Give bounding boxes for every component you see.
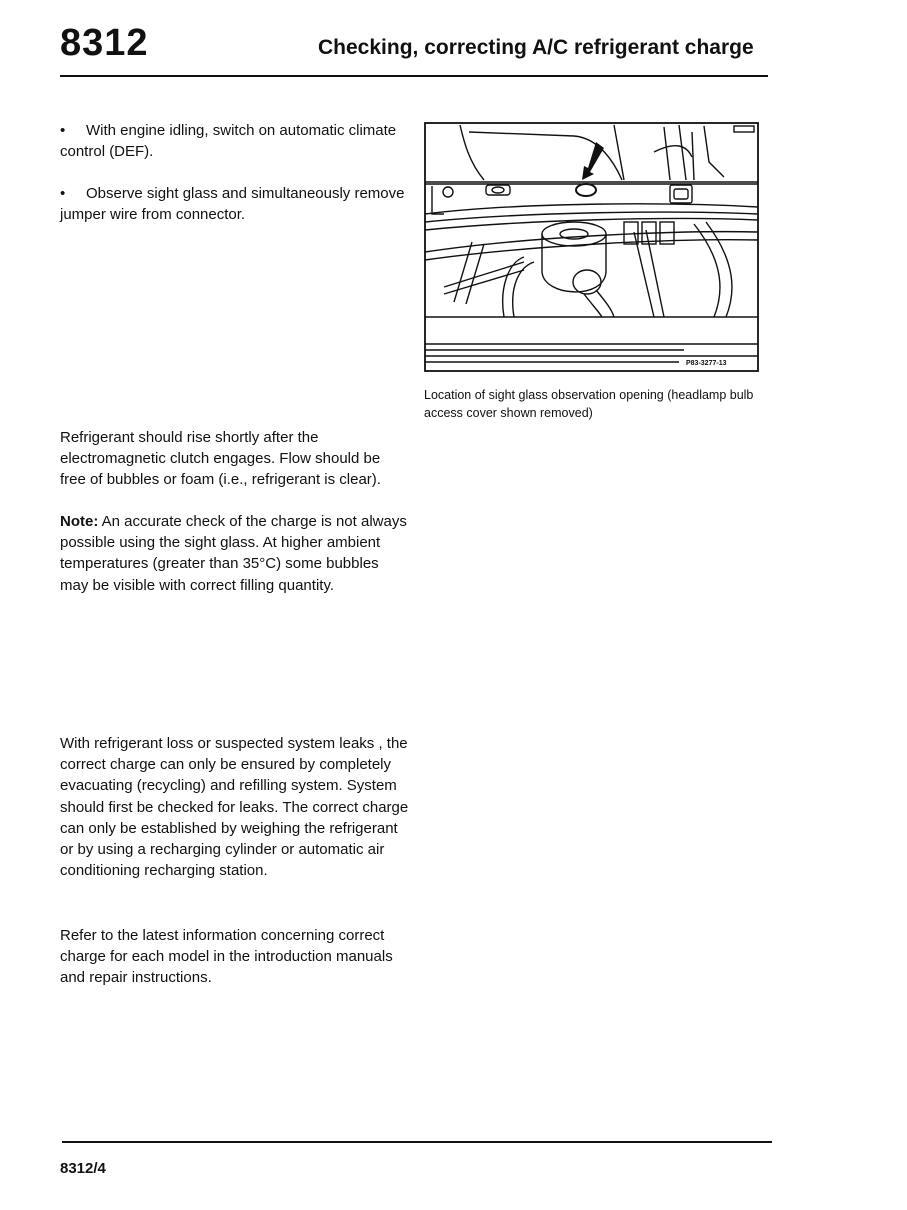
bullet-item-sight-glass bbox=[60, 183, 405, 225]
bullet-item-engine-idling bbox=[60, 120, 405, 162]
bullet-text: With engine idling, switch on automatic climate control (DEF). bbox=[60, 122, 397, 161]
sight-glass-location-figure bbox=[424, 122, 760, 372]
bullet-marker: • bbox=[60, 122, 66, 139]
bullet-text: Observe sight glass and simultaneously remove jumper wire from connector. bbox=[60, 185, 405, 224]
footer-rule bbox=[62, 1141, 772, 1143]
note-paragraph bbox=[60, 511, 410, 596]
figure-code: P83-3277-13 bbox=[686, 360, 727, 367]
section-number: 8312 bbox=[60, 22, 149, 64]
paragraph-refrigerant-rise: Refrigerant should rise shortly after the electromagnetic clutch engages. Flow should be free of bubbles or foam (i.e., refrigerant is clear). bbox=[60, 429, 381, 489]
paragraph-refrigerant-loss: With refrigerant loss or suspected system leaks , the correct charge can only be ensured by completely evacuating (recycling) and refilling system. System should first be checked for leaks. The correct charge can only be established by weighing the refrigerant or by using a recharging cylinder or automatic air conditioning recharging station. bbox=[60, 735, 409, 880]
page-title: Checking, correcting A/C refrigerant charge bbox=[318, 36, 754, 59]
note-label: Note: bbox=[60, 513, 99, 530]
figure-caption: Location of sight glass observation opening (headlamp bulb access cover shown removed) bbox=[424, 388, 754, 420]
page-number: 8312/4 bbox=[60, 1160, 106, 1177]
note-text: An accurate check of the charge is not always possible using the sight glass. At higher ambient temperatures (greater than 35°C) some bubbles may be visible with correct filling quantity. bbox=[60, 513, 407, 594]
header-rule bbox=[60, 75, 768, 77]
bullet-marker: • bbox=[60, 185, 66, 202]
paragraph-refer: Refer to the latest information concerning correct charge for each model in the introduction manuals and repair instructions. bbox=[60, 927, 393, 987]
